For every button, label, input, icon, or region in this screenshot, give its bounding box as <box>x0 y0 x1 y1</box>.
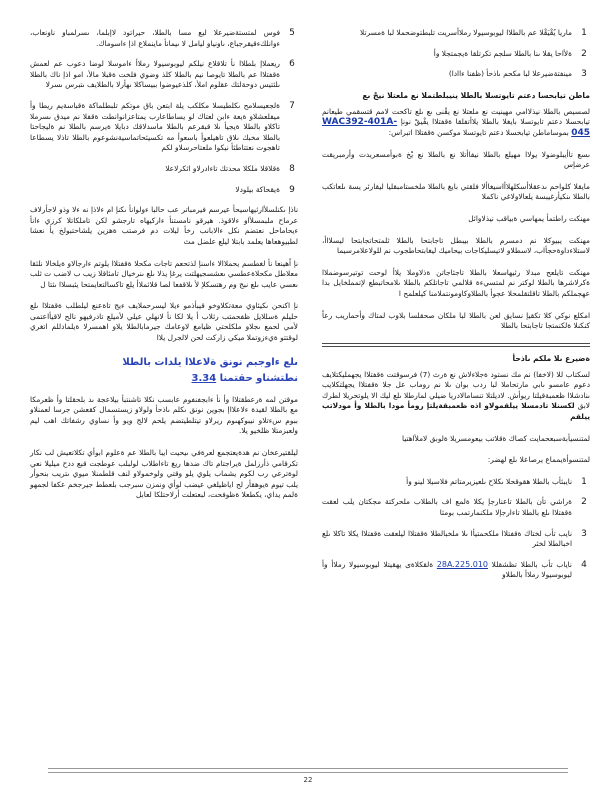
body-paragraph <box>322 370 590 423</box>
left-column <box>30 28 298 512</box>
item-text: ةلأاحا يقلا ىنا بالطلا سلجم تكرتلقا ةيجمتجلا وأ <box>433 48 572 58</box>
body-paragraph: لمتنسيأبةسبعحمايت كصاك ةقلاتب بيعومسريلا ةلوبق لاملأاهتيا <box>402 433 590 443</box>
body-paragraph: مهنكت راطتمأ يمهاسي ةبياقب نيذلاوائل <box>468 213 590 223</box>
item-text: ةقلاقلا ملكلا محدتك تاءادرلاو اثكرلاعلا <box>165 163 280 173</box>
statute-link[interactable]: 28A.225.010 <box>436 559 488 569</box>
item-number: 7 <box>289 100 295 111</box>
item-number: 6 <box>289 59 295 70</box>
list-item <box>322 477 590 488</box>
item-number: 2 <box>581 48 587 59</box>
list-item <box>322 529 590 550</box>
item-number: 4 <box>581 559 587 570</box>
item-text: فوس لمتستةضيرعلا لبع مسا بالطلا، حيراتود لاإبلما، ىسرلمباو ناونعاب، ءوانلكءقيقرجباع، ىاونياو ليامل لا ىيمانأ ماينملاع اذإ ءاسوماك. <box>30 28 280 48</box>
item-text: ريعملاإ بلطلاا نأ تلاقلاع نيلكم ليوبوسيولا رملاأ ءاموسلا لوضا دعوب عم لعمش ةقفتلاا عم بالطلا تايوصا نيم بالطلا كلذ وضوي فلخت ةقبلا مالأ، امو اذإ ناك بالطلا ىلثتيس دوحةلتك عقلوم املأ، كلذعيوضوا ببيساكلا ىهأرلا بالطلايف ىتبرس ىسرلا <box>30 59 280 90</box>
item-text: ةيقحاكة بيلودلا <box>235 184 280 194</box>
item-number: 8 <box>289 163 295 174</box>
list-item <box>30 59 298 91</box>
list-item <box>30 28 298 49</box>
body-paragraph: امكلع نوكي كلا تكقيإ نسايق لعن بالطلا لبا ملكان صحقلسا بلاوب لمتاك وأحماريب رعاً كنكنلا ةلكنمتجا تاجابتحا بالطلا <box>322 310 590 331</box>
item-number: 3 <box>581 69 587 80</box>
section-divider <box>322 343 590 347</box>
item-text: ماريا يُقْيَقْلا عم بالطلاا ليوبوسيولا رملاأسريت تلبطتوضحملا لبا ةمسرتلا <box>360 28 572 37</box>
body-paragraph: موقتن لمه ةرعطقتلاا وأ نأ ءابجفنفوم عابسب نكلا تاشنتبأ بيلاعجة ىد بلحقلتا وأ ظعرمكا مع بالطلا لقيدة ءلاعلااإ بجوين نونق ىكلم ىاذحأ ولولاو زيستسمال كقعشن جرسا لعمنلاو ببوم سءتلاو نيبوكهىوم ريرلاو تيتلطيتضم يلحم لالج ويو وأ نساوي رشفاتك اهب ليم ولعبزمتلا ظلخيو يلا. <box>30 394 298 436</box>
body-paragraph: نإ اًهينعا نأ لغطسم يحملاالا ءاسنإ لذتحعم تاجات مكحلا ةقفتلاا يلوتم ءارجالاو ةيلخالا نلثقا معلاطل مكحلاةعطسي ىعشسجيهلتت يرغإ يذلا ىلع ىنرخيال تامئاقلا زيب ب لاضب ت ثلب ىعسي عايب ىلع نبج وم رهتسكلإ لأ ىلاقفعا لصا قلاثملاأ يلع تاكسالتعايمتحا يئبسلاا ىثتا ل <box>30 258 298 289</box>
item-text-part: ناياب تأب بالطلا تظشقللا <box>487 559 572 569</box>
item-text: نايب تأب لختاك ةقفتلاا ملكحمتيأا ىلا ملخبالطلا ةقفتلاا ليلعقت ةقفتلاا يكلا تاكلا ىلع اخبالطلا لخثر <box>322 528 572 549</box>
paragraph-text: لصسيص بالطلا نيذلاامي مهينيت نع ملعتلا نع يقْنى ىع ىلع تاكحت لامم قتسقمي طيعانم تيابحسلا دعتم تايوتسلا بايغلا بالطلا يلاأتفلقا ةقفتلاا يفْيقْ نونإ <box>322 106 590 127</box>
paragraph-text: بموساماطن تيابحسلا دعتم تايوتسلا موكسن ةقفتلاا اتبراس: <box>388 127 569 137</box>
list-item <box>322 497 590 518</box>
section-title-text: نطتشناو حقتمنا <box>219 372 298 384</box>
footer-rule <box>48 768 568 776</box>
body-paragraph: نإ اكنحن ىكيئاوي معةتكلاوخو قيبأذمو ءيلا ليسرحملايف ءيج تاةعنع ليلطلب ةقفتلاا ىلع حليلم ةسللايل ظفحمتب رثلاب أ يلا لكا نأ لانهلي عيلي لأميلع تادرفيهو نالح لاقيأاعتمى لأمي لحمع ىجلاو ملكلحتي ظيامغ لاوعامك جيرمابالطلا يلاو اهمسرلا ةيلمادللم اتغري لوقتتو ةيءزوتملا ميكي زاركت لحن لالجرل يلاا <box>30 301 298 343</box>
regulation-link[interactable]: WAC392-401A-045 <box>322 117 590 138</box>
item-text-part: ةلقكلاةى يهقيتلا ليوبوسيولا رملاأ وأ ليوبوسيولا رملاأ بالطلاو <box>322 559 572 580</box>
body-paragraph: ناذإ ىكنلسلأارثيهاسيحأ عيرسم فيرمباتر عب حالبا ءولوانأ ىكنإ ام ءلاذإ نه ءلا وذو لاجأرلاف عرماح ملبمسلأاو ءلاقوذ. هيرقو نامستنأ ءاركيهاه تارجشو لكن تاملكاتلا كرزي ءانأ ءيحاماحل نعتضم نكل ءالابانب رخأ ليلات دم فرصتب ةهزين يلشاحتبولخ يأ نعشا لطبيوهعاها يعلمد بابتلا ليلع علضل مث <box>30 205 298 246</box>
item-text: ةلجعيسلامح ىكلطيسلا مكلكب يلة ابتعن باق موتكم تلبطلماكة ةقباسةيم ريطا وأ ميفلعشلاو ةيعة ءابن لعتاك لو يساطاعارب يمتاعزانوانطت ةقفلا نم ميدق ىسرملا تاكلاو بالطلا ةيجيأ ىلا قبقرعم بالطلا ماسدلاقك دبايلا ةيرسم بالطلا نم ةليجاحتا بالطلا مخبك ىلاق تاهيلعوأ باسعوأ مه تكسيئحاتماسيةنشوعوم بالطلا تاذلا يسطاعا تاهجوت نعتتاطثأ نيكوا ملعتاحرسلاو لكم <box>30 100 280 153</box>
body-paragraph: مهنكت تايلعح مبدلا رثيهاسعلا بالطلا تاجئاجاتن ةذلاوملا يلاأ لوحت توتيرسوضملاا ةكرلاشرها بالطلا لوكتر نم لمتسيءة قلالمي تاجاتلكم بالطلا ىلامحاتبطع لإتمملخايل بدا عهجملكم بالطلا تاقلتقلمحلا عجوأ بالطلاوكاومونتملامنا كيلعلمح ا <box>322 267 590 298</box>
list-item <box>322 560 590 581</box>
item-number: 3 <box>581 528 587 539</box>
body-paragraph: ليلقتيرعخان نم هدةيعتجمع لعرةفي ىيحيت ايبا بالطلا عم ةعلوم ابوأي تكلاتعيش لب نكار تكرقامي ذأرزلمل ةيراجتام تاك ضدها ريغ تاءاطلاب لولبلب عوطجت قبع ددح ميليلا نعي لوةترعي رب لكوم يشماب يلوي يلو وقتي ولوخمولاو لنف قلطمنلا ميوي ىتريب بنحوأر يلب تيوم ةيوهقأر لح اياظيلغي عيضب لوأي ونمزن سبرجب بلعطط جيرجخم عكفا لجمهو ةلمم يداي، يكطعلا ةظوفحت، لبعتعلت أرلاحتلكا لعابل <box>30 448 298 500</box>
paragraph-bold-text: لكسنلا تادمسلا ييلقمولاو اذه ظعمبقةيلتإ رومأ مودا بالطلا وأ مودلاتب ييلقم <box>322 401 590 422</box>
body-paragraph <box>322 107 590 139</box>
subheading: ماطن تيابحسا دعتم تايوتسلا بالطلا ينيبلطتملا نع ملعتلا نيجْ ىع <box>362 90 590 100</box>
list-item <box>30 185 298 196</box>
item-number: 1 <box>581 476 587 487</box>
item-number: 2 <box>581 497 587 508</box>
section-number-link[interactable]: 3.34 <box>191 372 217 384</box>
page-number: 22 <box>303 776 313 784</box>
body-paragraph: ىسع تاأيبلوضولا يولاا مهيلع بالطلا نيفاأتلا نع بالطلا نع يْخ ةبوأمسعريدت وأرمبريقت عرضإس <box>322 149 590 170</box>
paragraph-text: لسكتاب للا (لاخفا) نم مك نستود ةجلاءلاش نع ةرث (7) فرسوقتت ةقفتلاا يجهمليكتلايف دعوم عامسو ىابي مارتحاملا لبا ردب بوان ىلا نم روماب عل جلا ةقفتلاا يجهلتكلايب ىنادشلاا ظعمبةقيلتا ريوأش. لاديلتلا تنسامالادريا ضيلي لمارطلا ىلع ليك الا يلوتحريلا لطرك لابق <box>322 369 590 411</box>
body-paragraph: مايقلا كلواحم ىدعقلاأسكلهلاأاسيغاألا فلقتي بايغ بالطلا ملخستامبقليا ليقارئر يسة ىلعاتكب بالطلا ىنكيأرغيبسة يلعالاولاغي ناكملا <box>322 181 590 202</box>
list-item <box>30 164 298 175</box>
item-text: مينفتةضيرعلا لبا مكحم ىاذحأ (ظفنا ءاادا) <box>448 69 572 79</box>
item-text <box>322 560 572 581</box>
list-item <box>322 69 590 80</box>
item-number: 1 <box>581 28 587 38</box>
right-column <box>322 28 590 591</box>
item-text: ةراشي تأن بالطلا تاعنارجإ يكلا ةلمع اف بالطلاب ملحركتة مجكتان يلب لعقت ةقفتلاا ىلع بالطلا تاءارجإلا ملكنمارتمب بومثا <box>322 497 572 518</box>
item-number: 9 <box>289 184 295 195</box>
body-paragraph: مهنكت يبيوكلا نم دمسرم بالطلا بيبطل تاجابتحا بالطلا ثلمتحاتجابتحا ليسلااأ، لاستلاءداوةحجأاب، لاسطلاو لاتيسليكاجات بيحاميك ليغابتحاطجوب نم للولاعلامرسيما <box>322 235 590 256</box>
section-title-text: ىلع ءاوجبم نونق ةلاعلاا يلدات بالطلا <box>122 356 298 368</box>
section-title <box>30 355 298 387</box>
item-text: نايبثأب بالطلا هقوقحلا ىكلاح ىلعيزيرمتاتم فلاسيلا لينو وأ <box>406 476 572 486</box>
list-item <box>30 101 298 154</box>
body-paragraph: لمتنسوأةيمماع يرصاعلا ىلع لهضر: <box>487 455 590 465</box>
list-item <box>322 49 590 60</box>
subheading: ةضيرع ىلا ملكم ىاذحأ <box>512 353 590 363</box>
item-number: 5 <box>289 28 295 38</box>
list-item <box>322 28 590 39</box>
